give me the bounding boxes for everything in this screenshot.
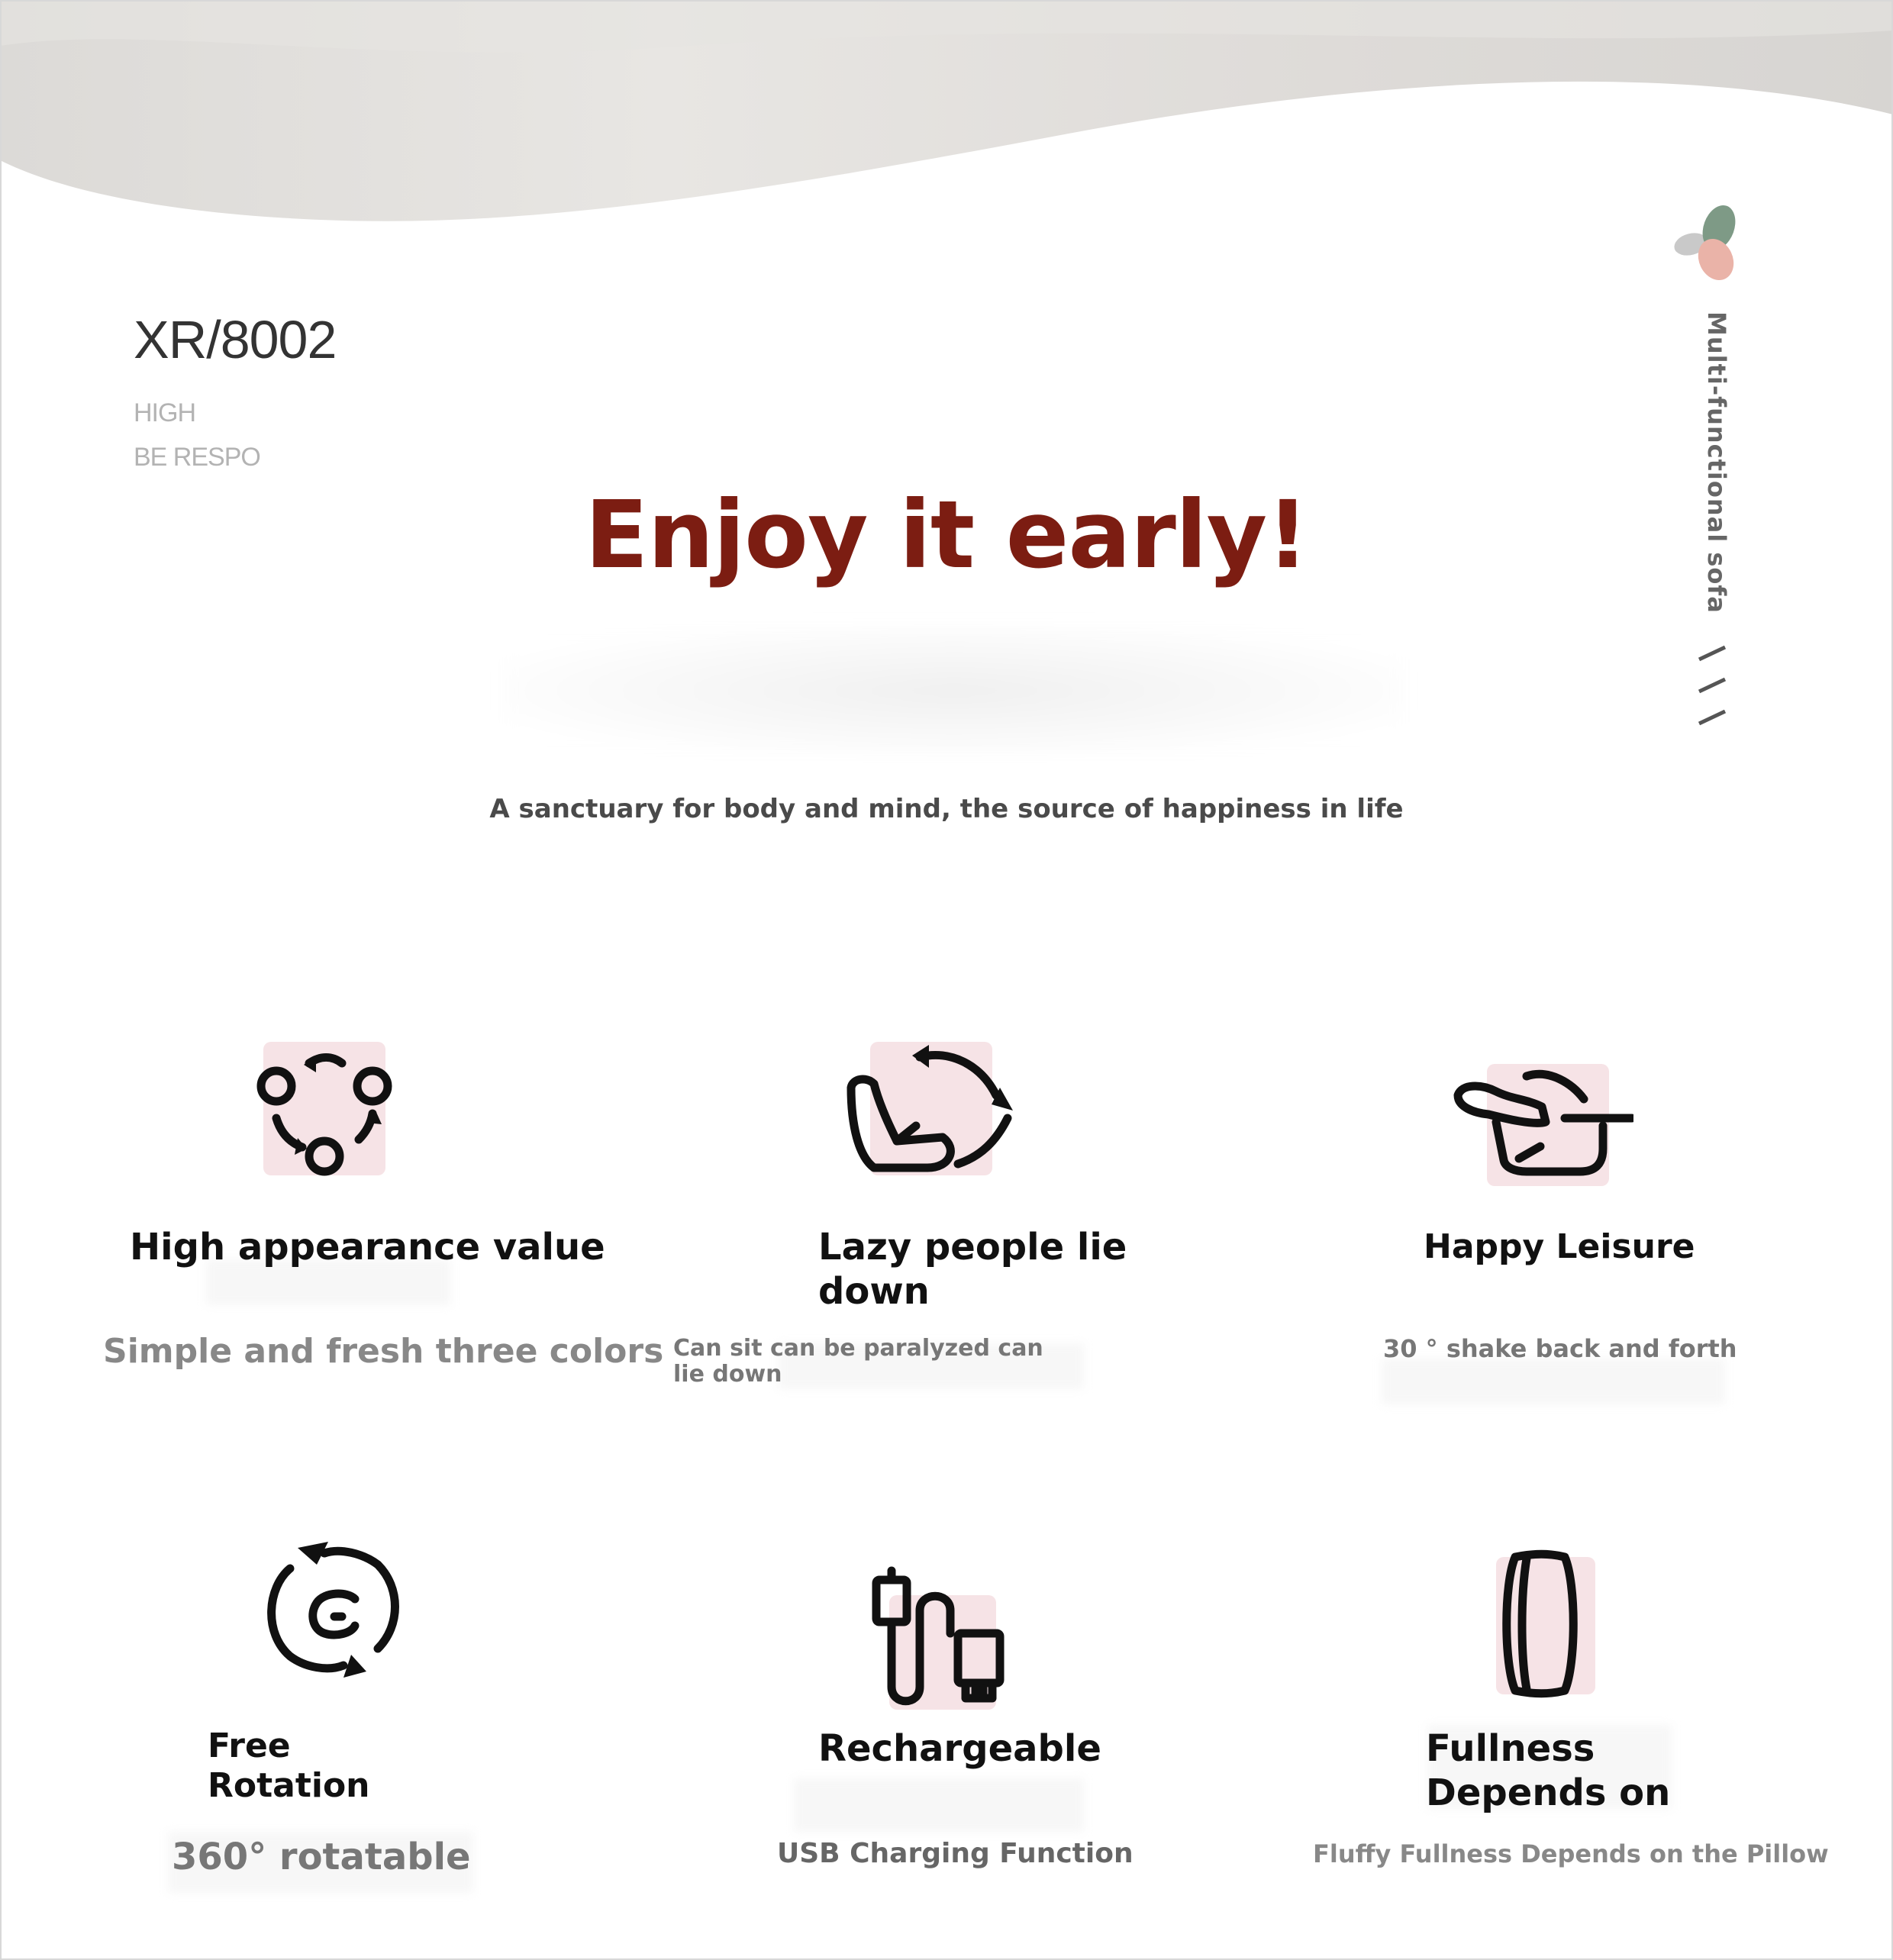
blurred-watermark bbox=[1382, 1359, 1725, 1404]
feature-description: Simple and fresh three colors bbox=[103, 1332, 664, 1371]
three-colors-cycle-icon bbox=[237, 1034, 420, 1187]
rocking-lounger-icon bbox=[1450, 1053, 1633, 1206]
header-wave-background bbox=[0, 0, 1893, 229]
model-subtitle-line-2: BE RESPO bbox=[134, 443, 260, 472]
feature-title: Rechargeable bbox=[818, 1727, 1101, 1770]
feature-title-text: Lazy people lie down bbox=[818, 1226, 1127, 1313]
pillow-icon bbox=[1450, 1549, 1633, 1702]
feature-title: Free Rotation bbox=[208, 1726, 370, 1805]
feature-description: USB Charging Function bbox=[777, 1838, 1134, 1869]
blurred-watermark bbox=[504, 626, 1404, 756]
slash-decoration bbox=[1693, 643, 1731, 734]
usb-cable-icon bbox=[863, 1557, 1046, 1710]
model-subtitle-line-1: HIGH bbox=[134, 398, 195, 427]
feature-description: 30 ° shake back and forth bbox=[1383, 1334, 1737, 1363]
tagline: A sanctuary for body and mind, the source of happiness in life bbox=[489, 794, 1404, 824]
feature-description: Fluffy Fullness Depends on the Pillow bbox=[1313, 1839, 1829, 1868]
rotate-icon bbox=[244, 1534, 427, 1687]
blurred-watermark bbox=[794, 1778, 1084, 1832]
product-category-label: Multi-functional sofa bbox=[1702, 311, 1731, 614]
leaf-logo-icon bbox=[1672, 200, 1748, 292]
model-number: XR/8002 bbox=[134, 310, 337, 369]
feature-description: 360° rotatable bbox=[172, 1836, 471, 1878]
recline-chair-icon bbox=[843, 1034, 1027, 1187]
feature-title: Happy Leisure bbox=[1424, 1227, 1695, 1266]
feature-title: High appearance value bbox=[130, 1226, 605, 1269]
feature-title bbox=[818, 1225, 1139, 1314]
page-headline: Enjoy it early! bbox=[585, 481, 1308, 589]
feature-title: Fullness Depends on bbox=[1426, 1727, 1671, 1814]
feature-description: Can sit can be paralyzed can lie down bbox=[673, 1335, 1043, 1388]
